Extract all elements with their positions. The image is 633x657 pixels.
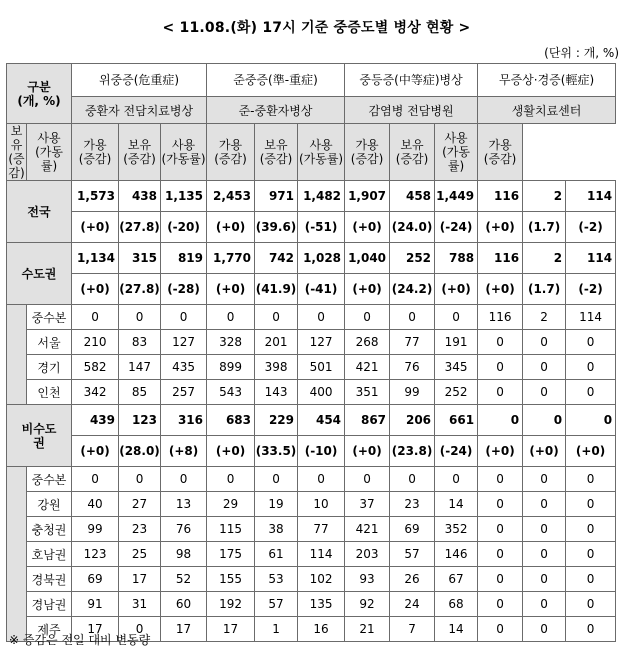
region-value: 0 — [119, 467, 161, 492]
region-label: 경기 — [27, 355, 72, 380]
change-cell: (+0) — [72, 436, 119, 467]
region-label: 서울 — [27, 330, 72, 355]
region-value: 421 — [345, 517, 390, 542]
header-col-sub: (가동률) — [298, 152, 344, 166]
region-value: 421 — [345, 355, 390, 380]
region-value: 268 — [345, 330, 390, 355]
region-value: 0 — [523, 355, 566, 380]
region-value: 77 — [298, 517, 345, 542]
region-value: 10 — [298, 492, 345, 517]
region-label: 호남권 — [27, 542, 72, 567]
change-cell: (28.0) — [119, 436, 161, 467]
region-value: 257 — [161, 380, 207, 405]
region-value: 37 — [345, 492, 390, 517]
change-cell: (-24) — [435, 212, 478, 243]
region-value: 0 — [478, 592, 523, 617]
header-gubun-line1: 구분 — [27, 79, 51, 94]
region-value: 0 — [523, 542, 566, 567]
unit-label: (단위 : 개, %) — [544, 46, 619, 60]
table-row — [7, 517, 616, 542]
table-row — [7, 405, 616, 436]
header-col-sub: (증감) — [259, 152, 293, 166]
header-col-main: 보유 — [264, 138, 288, 152]
change-cell: (33.5) — [255, 436, 298, 467]
region-value: 0 — [161, 467, 207, 492]
header-col-sub: (증감) — [350, 152, 384, 166]
table-row — [7, 467, 616, 492]
change-cell: (+0) — [523, 436, 566, 467]
header-bed-type: 중환자 전담치료병상 — [72, 97, 207, 124]
region-value: 99 — [390, 380, 435, 405]
change-cell: (1.7) — [523, 274, 566, 305]
header-gubun-line2: (개, %) — [17, 93, 61, 108]
change-cell: (-10) — [298, 436, 345, 467]
region-value: 114 — [298, 542, 345, 567]
row-label-text: 전국 — [27, 204, 51, 219]
value-cell: 316 — [161, 405, 207, 436]
region-value: 0 — [566, 330, 616, 355]
table-row — [7, 243, 616, 274]
footnote: ※ 증감은 전일 대비 변동량 — [9, 633, 151, 647]
region-value: 127 — [161, 330, 207, 355]
header-col-sub: (증감) — [483, 152, 517, 166]
region-value: 0 — [566, 517, 616, 542]
table-row — [7, 330, 616, 355]
header-col — [207, 124, 255, 181]
region-value: 76 — [390, 355, 435, 380]
value-cell: 683 — [207, 405, 255, 436]
region-value: 57 — [255, 592, 298, 617]
region-value: 0 — [478, 567, 523, 592]
header-col-main: 사용 — [309, 138, 333, 152]
table-row — [7, 274, 616, 305]
region-value: 127 — [298, 330, 345, 355]
value-cell: 2 — [523, 243, 566, 274]
header-bed-type: 생활치료센터 — [478, 97, 616, 124]
row-label-text: 비수도 — [21, 421, 57, 436]
table-row — [7, 355, 616, 380]
value-cell: 0 — [478, 405, 523, 436]
region-value: 0 — [478, 380, 523, 405]
region-value: 23 — [119, 517, 161, 542]
value-cell: 439 — [72, 405, 119, 436]
region-value: 0 — [119, 305, 161, 330]
value-cell: 1,449 — [435, 181, 478, 212]
header-col-main: 사용 — [171, 138, 196, 152]
region-value: 25 — [119, 542, 161, 567]
region-value: 76 — [161, 517, 207, 542]
region-value: 352 — [435, 517, 478, 542]
header-severity: 위중증(危重症) — [72, 64, 207, 97]
region-value: 0 — [161, 305, 207, 330]
header-col-sub: (가동률) — [442, 145, 470, 173]
region-value: 24 — [390, 592, 435, 617]
header-severity: 중등증(中等症)병상 — [345, 64, 478, 97]
change-cell: (1.7) — [523, 212, 566, 243]
table-row — [7, 64, 616, 97]
region-value: 210 — [72, 330, 119, 355]
region-value: 146 — [435, 542, 478, 567]
page-title: < 11.08.(화) 17시 기준 중증도별 병상 현황 > — [162, 20, 471, 36]
change-cell: (+0) — [207, 274, 255, 305]
region-value: 93 — [345, 567, 390, 592]
region-value: 83 — [119, 330, 161, 355]
header-col — [298, 124, 345, 181]
region-value: 7 — [390, 617, 435, 642]
table-row — [7, 97, 616, 124]
region-value: 201 — [255, 330, 298, 355]
region-value: 501 — [298, 355, 345, 380]
value-cell: 0 — [523, 405, 566, 436]
value-cell: 1,134 — [72, 243, 119, 274]
region-group-spacer — [7, 305, 27, 405]
region-value: 342 — [72, 380, 119, 405]
change-cell: (+0) — [478, 212, 523, 243]
header-col — [478, 124, 523, 181]
header-col-sub: (증감) — [123, 152, 156, 166]
header-col — [255, 124, 298, 181]
value-cell: 788 — [435, 243, 478, 274]
region-value: 191 — [435, 330, 478, 355]
change-cell: (24.0) — [390, 212, 435, 243]
header-col-sub: (가동률) — [35, 145, 63, 173]
value-cell: 229 — [255, 405, 298, 436]
region-value: 0 — [523, 330, 566, 355]
header-col-main: 보유 — [127, 138, 152, 152]
region-value: 0 — [523, 492, 566, 517]
value-cell: 819 — [161, 243, 207, 274]
region-value: 0 — [566, 567, 616, 592]
region-value: 13 — [161, 492, 207, 517]
region-value: 435 — [161, 355, 207, 380]
region-value: 14 — [435, 492, 478, 517]
region-value: 29 — [207, 492, 255, 517]
value-cell: 252 — [390, 243, 435, 274]
region-value: 899 — [207, 355, 255, 380]
value-cell: 742 — [255, 243, 298, 274]
header-severity: 무증상·경증(輕症) — [478, 64, 616, 97]
header-col-main: 가용 — [83, 138, 107, 152]
region-value: 23 — [390, 492, 435, 517]
value-cell: 971 — [255, 181, 298, 212]
region-value: 0 — [523, 467, 566, 492]
region-value: 1 — [255, 617, 298, 642]
value-cell: 206 — [390, 405, 435, 436]
region-value: 143 — [255, 380, 298, 405]
header-col — [435, 124, 478, 181]
region-value: 16 — [298, 617, 345, 642]
region-value: 77 — [390, 330, 435, 355]
value-cell: 454 — [298, 405, 345, 436]
change-cell: (-41) — [298, 274, 345, 305]
region-value: 17 — [72, 617, 119, 642]
region-value: 68 — [435, 592, 478, 617]
table-row — [7, 212, 616, 243]
region-value: 0 — [566, 380, 616, 405]
table-row — [7, 305, 616, 330]
region-value: 0 — [390, 305, 435, 330]
region-value: 114 — [566, 305, 616, 330]
header-col-sub: (증감) — [214, 152, 247, 166]
row-label-capital — [7, 243, 72, 305]
header-col-main: 보유 — [400, 138, 424, 152]
region-value: 345 — [435, 355, 478, 380]
bed-status-table — [6, 63, 616, 642]
region-value: 92 — [345, 592, 390, 617]
region-value: 21 — [345, 617, 390, 642]
region-value: 0 — [566, 355, 616, 380]
change-cell: (+0) — [207, 212, 255, 243]
header-col — [7, 124, 27, 181]
region-label: 강원 — [27, 492, 72, 517]
region-label: 경북권 — [27, 567, 72, 592]
region-value: 17 — [161, 617, 207, 642]
region-value: 98 — [161, 542, 207, 567]
value-cell: 123 — [119, 405, 161, 436]
region-value: 0 — [255, 305, 298, 330]
header-col-sub: (증감) — [8, 152, 25, 180]
region-value: 2 — [523, 305, 566, 330]
change-cell: (+8) — [161, 436, 207, 467]
region-value: 0 — [478, 542, 523, 567]
region-value: 0 — [566, 467, 616, 492]
value-cell: 2,453 — [207, 181, 255, 212]
region-value: 116 — [478, 305, 523, 330]
header-bed-type: 감염병 전담병원 — [345, 97, 478, 124]
table-row — [7, 567, 616, 592]
value-cell: 1,770 — [207, 243, 255, 274]
header-severity: 준중증(準-重症) — [207, 64, 345, 97]
change-cell: (24.2) — [390, 274, 435, 305]
value-cell: 867 — [345, 405, 390, 436]
header-gubun — [7, 64, 72, 124]
header-col-sub: (가동률) — [161, 152, 206, 166]
value-cell: 1,028 — [298, 243, 345, 274]
region-value: 0 — [435, 467, 478, 492]
region-value: 14 — [435, 617, 478, 642]
region-value: 0 — [523, 567, 566, 592]
region-value: 67 — [435, 567, 478, 592]
value-cell: 458 — [390, 181, 435, 212]
region-value: 0 — [478, 492, 523, 517]
change-cell: (39.6) — [255, 212, 298, 243]
region-value: 0 — [478, 330, 523, 355]
region-value: 203 — [345, 542, 390, 567]
header-col-sub: (증감) — [78, 152, 112, 166]
region-value: 102 — [298, 567, 345, 592]
change-cell: (-28) — [161, 274, 207, 305]
region-value: 0 — [435, 305, 478, 330]
region-value: 0 — [523, 617, 566, 642]
region-value: 53 — [255, 567, 298, 592]
table-body — [7, 64, 616, 642]
row-label-text: 수도권 — [21, 266, 57, 281]
region-value: 0 — [478, 617, 523, 642]
region-value: 69 — [72, 567, 119, 592]
value-cell: 114 — [566, 181, 616, 212]
region-value: 19 — [255, 492, 298, 517]
header-col-main: 보유 — [10, 124, 23, 152]
region-group-spacer — [7, 467, 27, 642]
table-row — [7, 181, 616, 212]
region-value: 328 — [207, 330, 255, 355]
region-label: 중수본 — [27, 467, 72, 492]
change-cell: (+0) — [478, 274, 523, 305]
region-value: 0 — [298, 467, 345, 492]
header-bed-type: 준-중환자병상 — [207, 97, 345, 124]
header-col — [72, 124, 119, 181]
region-value: 351 — [345, 380, 390, 405]
region-value: 85 — [119, 380, 161, 405]
region-value: 17 — [119, 567, 161, 592]
change-cell: (+0) — [566, 436, 616, 467]
region-value: 60 — [161, 592, 207, 617]
change-cell: (-51) — [298, 212, 345, 243]
region-label: 경남권 — [27, 592, 72, 617]
row-label-national — [7, 181, 72, 243]
region-value: 0 — [72, 467, 119, 492]
region-value: 0 — [566, 492, 616, 517]
value-cell: 116 — [478, 243, 523, 274]
header-col — [390, 124, 435, 181]
region-value: 582 — [72, 355, 119, 380]
region-label: 충청권 — [27, 517, 72, 542]
region-value: 252 — [435, 380, 478, 405]
value-cell: 0 — [566, 405, 616, 436]
region-value: 0 — [72, 305, 119, 330]
region-value: 40 — [72, 492, 119, 517]
header-col — [119, 124, 161, 181]
region-value: 147 — [119, 355, 161, 380]
row-label-noncapital — [7, 405, 72, 467]
region-value: 52 — [161, 567, 207, 592]
value-cell: 1,573 — [72, 181, 119, 212]
region-value: 31 — [119, 592, 161, 617]
region-value: 0 — [390, 467, 435, 492]
value-cell: 1,040 — [345, 243, 390, 274]
region-value: 0 — [478, 355, 523, 380]
table-row — [7, 124, 616, 181]
change-cell: (-2) — [566, 274, 616, 305]
header-col-main: 가용 — [488, 138, 512, 152]
header-col — [27, 124, 72, 181]
region-value: 192 — [207, 592, 255, 617]
region-value: 123 — [72, 542, 119, 567]
region-value: 135 — [298, 592, 345, 617]
region-value: 0 — [207, 467, 255, 492]
region-value: 155 — [207, 567, 255, 592]
header-col-main: 사용 — [444, 131, 468, 145]
region-value: 17 — [207, 617, 255, 642]
header-col-sub: (증감) — [395, 152, 429, 166]
value-cell: 661 — [435, 405, 478, 436]
region-value: 26 — [390, 567, 435, 592]
change-cell: (+0) — [345, 274, 390, 305]
change-cell: (+0) — [207, 436, 255, 467]
region-value: 0 — [345, 467, 390, 492]
change-cell: (23.8) — [390, 436, 435, 467]
value-cell: 438 — [119, 181, 161, 212]
change-cell: (+0) — [72, 212, 119, 243]
change-cell: (-20) — [161, 212, 207, 243]
header-col — [161, 124, 207, 181]
change-cell: (+0) — [345, 212, 390, 243]
change-cell: (+0) — [435, 274, 478, 305]
table-row — [7, 380, 616, 405]
region-value: 27 — [119, 492, 161, 517]
header-col-main: 사용 — [37, 131, 61, 145]
region-value: 61 — [255, 542, 298, 567]
value-cell: 315 — [119, 243, 161, 274]
change-cell: (27.8) — [119, 274, 161, 305]
change-cell: (-2) — [566, 212, 616, 243]
table-row — [7, 592, 616, 617]
header-col — [345, 124, 390, 181]
table-row — [7, 492, 616, 517]
region-value: 0 — [566, 617, 616, 642]
change-cell: (+0) — [72, 274, 119, 305]
region-value: 0 — [478, 517, 523, 542]
region-value: 0 — [298, 305, 345, 330]
region-value: 0 — [119, 617, 161, 642]
region-value: 0 — [523, 517, 566, 542]
value-cell: 114 — [566, 243, 616, 274]
region-value: 115 — [207, 517, 255, 542]
header-col-main: 가용 — [355, 138, 379, 152]
region-value: 0 — [255, 467, 298, 492]
change-cell: (41.9) — [255, 274, 298, 305]
region-value: 91 — [72, 592, 119, 617]
region-label: 중수본 — [27, 305, 72, 330]
table-row — [7, 436, 616, 467]
region-value: 38 — [255, 517, 298, 542]
region-label: 제주 — [27, 617, 72, 642]
header-col-main: 가용 — [218, 138, 243, 152]
region-value: 0 — [523, 592, 566, 617]
region-value: 543 — [207, 380, 255, 405]
value-cell: 1,135 — [161, 181, 207, 212]
region-value: 69 — [390, 517, 435, 542]
value-cell: 116 — [478, 181, 523, 212]
table-row — [7, 542, 616, 567]
region-value: 0 — [523, 380, 566, 405]
change-cell: (+0) — [345, 436, 390, 467]
region-value: 0 — [566, 592, 616, 617]
region-value: 398 — [255, 355, 298, 380]
region-label: 인천 — [27, 380, 72, 405]
region-value: 0 — [478, 467, 523, 492]
change-cell: (+0) — [478, 436, 523, 467]
region-value: 175 — [207, 542, 255, 567]
row-label-text: 권 — [33, 435, 45, 450]
region-value: 400 — [298, 380, 345, 405]
region-value: 0 — [345, 305, 390, 330]
change-cell: (27.8) — [119, 212, 161, 243]
region-value: 0 — [207, 305, 255, 330]
value-cell: 1,482 — [298, 181, 345, 212]
value-cell: 1,907 — [345, 181, 390, 212]
region-value: 0 — [566, 542, 616, 567]
region-value: 99 — [72, 517, 119, 542]
region-value: 57 — [390, 542, 435, 567]
value-cell: 2 — [523, 181, 566, 212]
change-cell: (-24) — [435, 436, 478, 467]
